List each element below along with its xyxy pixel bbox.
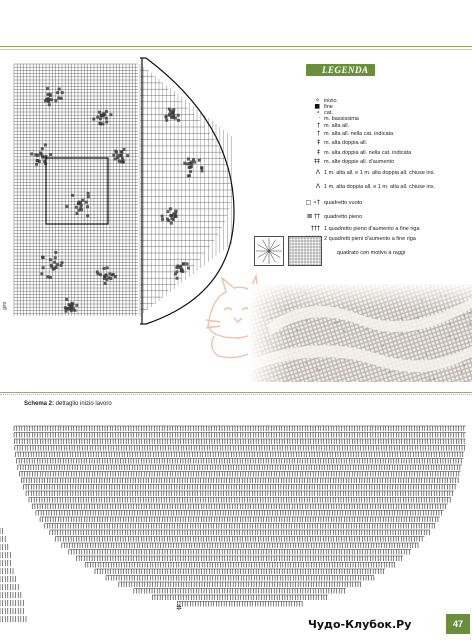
legend-item bbox=[296, 116, 359, 122]
raggi-square-grid bbox=[288, 236, 322, 266]
start-marker: ✲ bbox=[176, 605, 182, 612]
legend-label: m. alta doppia all. bbox=[324, 140, 368, 146]
schema2-caption bbox=[24, 401, 112, 407]
legend-list bbox=[296, 78, 466, 248]
legend-label: inizio bbox=[324, 98, 337, 104]
legend-label: m. alta all. bbox=[324, 123, 350, 129]
legend-label: fine bbox=[324, 104, 333, 110]
top-rule-secondary bbox=[0, 49, 472, 50]
chart-side-label: giro bbox=[2, 301, 8, 310]
legend-label: 2 quadretti pieni d'aumento a fine riga bbox=[324, 236, 416, 242]
legend-label: m. bassissima bbox=[324, 116, 359, 122]
legend-symbol-icon: ■ bbox=[314, 103, 320, 110]
legend-item bbox=[296, 184, 435, 190]
section-divider bbox=[0, 392, 472, 393]
legend-symbol-icon: ∘ bbox=[316, 109, 320, 116]
page-number: 47 bbox=[446, 614, 470, 634]
legend-panel bbox=[296, 60, 466, 248]
legend-item bbox=[296, 159, 394, 165]
legend-symbol-icon: ⊠ †† bbox=[307, 213, 320, 220]
section-divider-dotted bbox=[0, 394, 472, 395]
legend-item bbox=[296, 150, 411, 156]
legend-label: 1 m. alta doppia all. e 1 m. alta all. chiuse ins. bbox=[324, 184, 435, 190]
legend-title: LEGENDA bbox=[306, 64, 375, 76]
legend-symbol-icon: ✧ bbox=[314, 97, 320, 104]
lace-photo bbox=[248, 284, 472, 382]
legend-item bbox=[296, 214, 362, 220]
legend-label: m. alte doppie all. d'aumento bbox=[324, 159, 395, 165]
legend-label: 1 quadretto pieno d'aumento a fine riga bbox=[324, 226, 420, 232]
legend-label: 1 m. alta all. e 1 m. alta doppia all. chiuse ins. bbox=[324, 170, 435, 176]
legend-symbol-icon: ‡ bbox=[317, 149, 320, 156]
legend-symbol-icon: Λ bbox=[315, 169, 320, 176]
schema2-caption-bold: Schema 2: bbox=[24, 401, 55, 407]
legend-item bbox=[296, 123, 349, 129]
top-rule bbox=[0, 46, 472, 47]
legend-symbol-icon: Λ bbox=[315, 183, 320, 190]
legend-label: m. alta doppia all. nella cat. indicata bbox=[324, 150, 412, 156]
raggi-label: quadrato con motivo a raggi bbox=[337, 250, 406, 256]
legend-symbol-icon: ††† bbox=[311, 225, 320, 232]
site-watermark: Чудо-Клубок.Ру bbox=[308, 618, 412, 631]
legend-symbol-icon: ‡ bbox=[317, 139, 320, 146]
legend-symbol-icon: · bbox=[318, 115, 320, 122]
crochet-chart-2 bbox=[0, 418, 472, 640]
legend-label: cat. bbox=[324, 110, 333, 116]
legend-label: m. alta all. nella cat. indicata bbox=[324, 131, 394, 137]
legend-item bbox=[296, 226, 420, 232]
legend-item bbox=[296, 200, 362, 206]
schema2-caption-text: dettaglio inizio lavoro bbox=[54, 401, 112, 407]
legend-symbol-icon: ‡‡ bbox=[314, 158, 320, 165]
legend-item bbox=[296, 140, 367, 146]
raggi-square-diagram bbox=[254, 236, 284, 266]
legend-symbol-icon: □ ∘† bbox=[305, 199, 320, 206]
legend-item bbox=[296, 170, 435, 176]
legend-label: quadretto pieno bbox=[324, 214, 363, 220]
legend-symbol-icon: † bbox=[317, 130, 320, 137]
legend-item bbox=[296, 131, 393, 137]
legend-symbol-icon: † bbox=[317, 122, 320, 129]
legend-label: quadretto vuoto bbox=[324, 200, 363, 206]
